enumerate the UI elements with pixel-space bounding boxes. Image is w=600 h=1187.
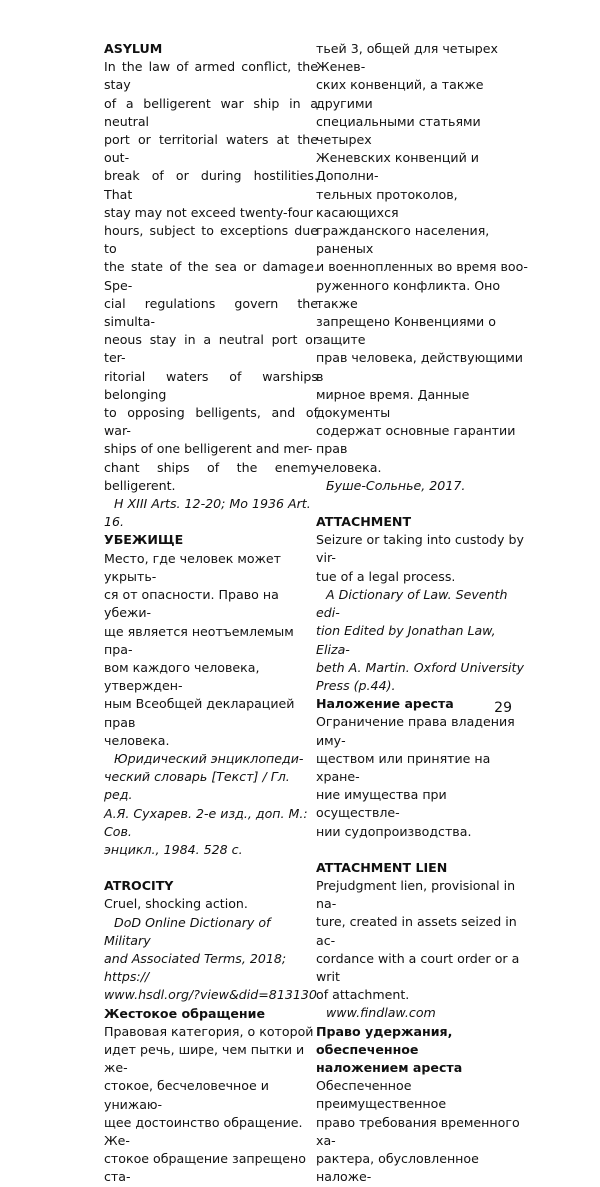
- attachment-lien-source: www.findlaw.com: [326, 1005, 436, 1021]
- ubezhische-definition: Место, где человек может укрыть- ся от опасности. Право на убежи- ще является неотъемлемым пра- вом каждого человека, утвержден- ным Всеобщей декларацией прав человека.: [104, 550, 295, 748]
- entry-term-zhestokoe: Жестокое обращение: [104, 1005, 265, 1021]
- attachment-definition: Seizure or taking into custody by vir- tue of a legal process.: [316, 532, 524, 584]
- attachment-lien-definition: Prejudgment lien, provisional in na- ture, created in assets seized in ac- cordance with a court order or a writ of attachment.: [316, 877, 520, 1003]
- ubezhische-source: Юридический энциклопеди- ческий словарь [Текст] / Гл. ред. А.Я. Сухарев. 2-е изд., доп. М.: Сов. энцикл., 1984. 528 с.: [104, 750, 308, 857]
- left-column: [104, 40, 318, 1187]
- attachment-source: A Dictionary of Law. Seventh edi- tion Edited by Jonathan Law, Eliza- beth A. Martin. Oxford University Press (p.44).: [316, 586, 524, 693]
- entry-term-ubezhische: УБЕЖИЩЕ: [104, 532, 184, 548]
- entry-term-asylum: ASYLUM: [104, 41, 163, 56]
- asylum-source: H XIII Arts. 12-20; Mo 1936 Art. 16.: [104, 496, 311, 530]
- asylum-definition: In the law of armed conflict, the stay of a belligerent war ship in a neutral port or territorial waters at the out- break of or during hostilities. That stay may not exceed twenty-four hours, subject to exceptions due to the state of the sea or damage. Spe- cial regulations govern the simulta- neous stay in a neutral port or ter- ritorial waters of warships belonging to opposing belligents, and of war- ships of one belligerent and mer- chant ships of the enemy belligerent.: [104, 59, 318, 493]
- nalozhenie-definition: Ограничение права владения иму- ществом или принятие на хране- ние имущества при осуществле- нии судопроизводства.: [316, 714, 515, 839]
- atrocity-definition: Cruel, shocking action.: [104, 896, 248, 912]
- zhestokoe-definition: Правовая категория, о которой идет речь, шире, чем пытки и же- стокое, бесчеловечное и унижаю- щее достоинство обращение. Же- стокое обращение запрещено ста-: [104, 1023, 314, 1185]
- entry-term-atrocity: ATROCITY: [104, 878, 174, 894]
- entry-term-attachment-lien: ATTACHMENT LIEN: [316, 859, 448, 875]
- right-column: [316, 40, 530, 1186]
- zhestokoe-source: Буше-Сольнье, 2017.: [326, 477, 466, 493]
- entry-term-attachment: ATTACHMENT: [316, 514, 412, 530]
- atrocity-source: DoD Online Dictionary of Military and Associated Terms, 2018; https:// www.hsdl.org/?view&did=813130: [104, 914, 317, 1003]
- entry-term-pravo-uderzhaniya: Право удержания, обеспеченное наложением ареста: [316, 1023, 463, 1075]
- pravo-uderzhaniya-definition: Обеспеченное преимущественное право требования временного ха- рактера, обусловленное наложе-: [316, 1078, 520, 1185]
- zhestokoe-continuation: тьей 3, общей для четырех Женев- ских конвенций, а также другими специальными статьями четырех Женевских конвенций и Дополни- тельных протоколов, касающихся гражданского населения, раненых и военнопленных во время воо- руженного конфликта. Оно также запрещено Конвенциями о защите прав человека, действующими в мирное время. Данные документы содержат основные гарантии прав человека.: [316, 41, 528, 475]
- entry-term-nalozhenie: Наложение ареста: [316, 696, 454, 712]
- page-number: 29: [494, 700, 512, 716]
